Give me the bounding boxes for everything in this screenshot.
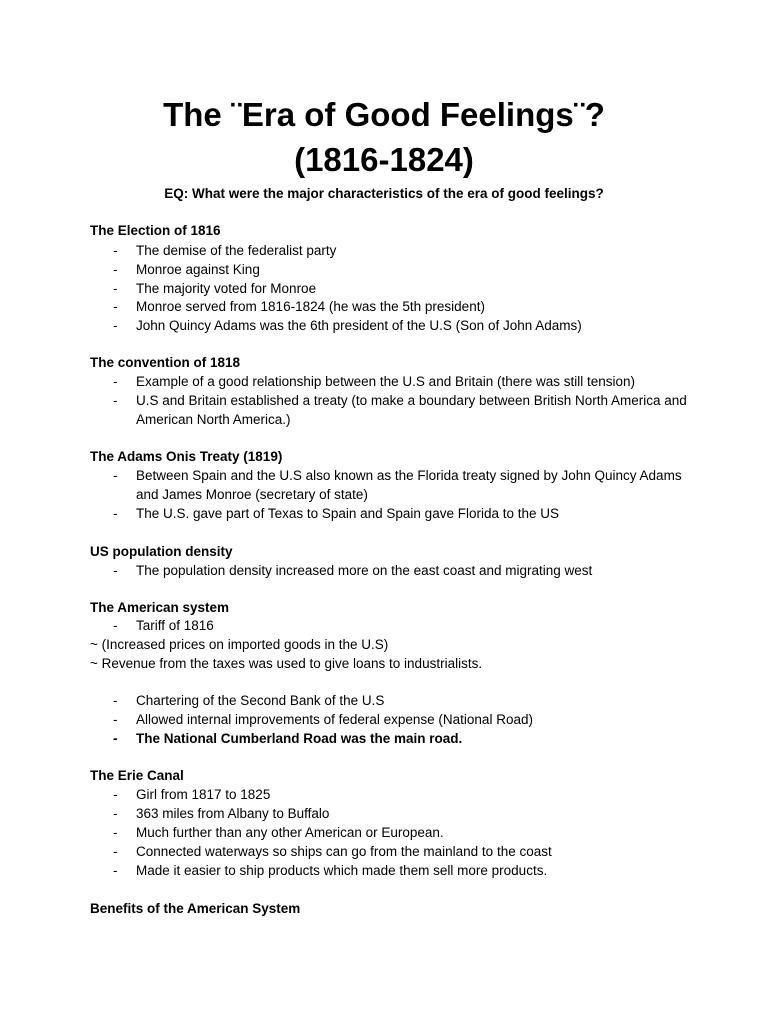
bullet-dash: -: [113, 844, 118, 859]
section-heading-population: US population density: [90, 544, 233, 559]
bullet-dash: -: [113, 374, 118, 389]
section-heading-convention: The convention of 1818: [90, 355, 241, 370]
bullet-dash: -: [113, 731, 118, 746]
bullet-dash: -: [113, 563, 118, 578]
section-heading-election: The Election of 1816: [90, 223, 221, 238]
bullet-dash: -: [113, 806, 118, 821]
section-heading-erie-canal: The Erie Canal: [90, 768, 184, 783]
list-item: - The demise of the federalist party: [113, 243, 337, 258]
bullet-dash: -: [113, 825, 118, 840]
section-heading-benefits: Benefits of the American System: [90, 901, 301, 916]
bullet-dash: -: [113, 318, 118, 333]
section-heading-adams-onis: The Adams Onis Treaty (1819): [90, 449, 283, 464]
document-title-dates: (1816-1824): [294, 141, 474, 178]
list-item: - Connected waterways so ships can go from the mainland to the coast: [113, 844, 552, 859]
bullet-dash: -: [113, 468, 118, 483]
note-line: ~ Revenue from the taxes was used to give loans to industrialists.: [90, 656, 483, 671]
bullet-dash: -: [113, 281, 118, 296]
bullet-dash: -: [113, 393, 118, 408]
bullet-dash: -: [113, 299, 118, 314]
bullet-dash: -: [113, 243, 118, 258]
list-item: - Monroe against King: [113, 262, 260, 277]
list-item: - The majority voted for Monroe: [113, 281, 317, 296]
bullet-dash: -: [113, 506, 118, 521]
bullet-dash: -: [113, 618, 118, 633]
section-heading-american-system: The American system: [90, 600, 230, 615]
list-item: - The U.S. gave part of Texas to Spain and Spain gave Florida to the US: [113, 506, 560, 521]
list-item: - Chartering of the Second Bank of the U.S: [113, 693, 385, 708]
list-item: - Much further than any other American or European.: [113, 825, 444, 840]
list-item: - U.S and Britain established a treaty (to make a boundary between British North America and American North America.): [113, 393, 687, 427]
bullet-dash: -: [113, 693, 118, 708]
bullet-dash: -: [113, 787, 118, 802]
list-item: - Between Spain and the U.S also known as the Florida treaty signed by John Quincy Adams and James Monroe (secretary of state): [113, 468, 682, 502]
bullet-dash: -: [113, 863, 118, 878]
list-item: - The population density increased more on the east coast and migrating west: [113, 563, 593, 578]
list-item: - Tariff of 1816: [113, 618, 214, 633]
list-item: - Monroe served from 1816-1824 (he was the 5th president): [113, 299, 485, 314]
document-title: The ¨Era of Good Feelings¨?: [163, 96, 605, 133]
list-item-emphasis: - The National Cumberland Road was the main road.: [113, 731, 463, 746]
note-line: ~ (Increased prices on imported goods in the U.S): [90, 637, 389, 652]
list-item: - John Quincy Adams was the 6th president of the U.S (Son of John Adams): [113, 318, 582, 333]
list-item: - Girl from 1817 to 1825: [113, 787, 271, 802]
bullet-dash: -: [113, 712, 118, 727]
essential-question: EQ: What were the major characteristics of the era of good feelings?: [164, 186, 604, 201]
list-item: - Allowed internal improvements of federal expense (National Road): [113, 712, 533, 727]
list-item: - Made it easier to ship products which made them sell more products.: [113, 863, 548, 878]
list-item: - 363 miles from Albany to Buffalo: [113, 806, 330, 821]
bullet-dash: -: [113, 262, 118, 277]
list-item: - Example of a good relationship between the U.S and Britain (there was still tension): [113, 374, 636, 389]
